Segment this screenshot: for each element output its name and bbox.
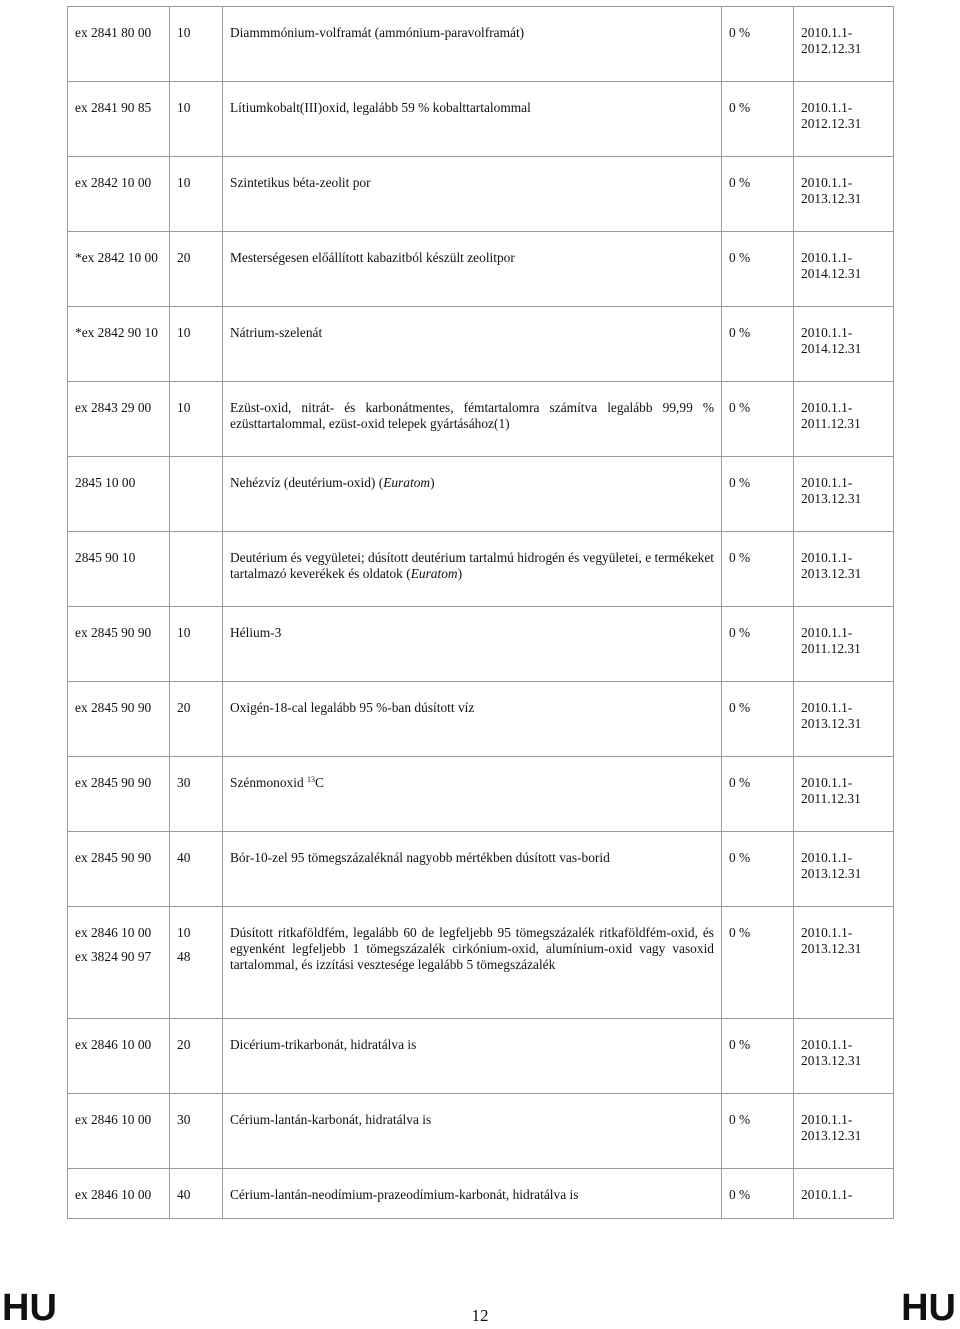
taric-sub: 20 bbox=[170, 682, 223, 757]
taric-sub-primary: 10 bbox=[177, 925, 191, 940]
page-number: 12 bbox=[471, 1306, 489, 1325]
cn-code: ex 2845 90 90 bbox=[68, 757, 170, 832]
description-text: Nehézvíz (deutérium-oxid) ( bbox=[230, 475, 384, 490]
period-start: 2010.1.1- bbox=[801, 1037, 853, 1052]
description: Hélium-3 bbox=[223, 607, 722, 682]
taric-sub-secondary: 48 bbox=[177, 949, 191, 964]
cn-code bbox=[68, 907, 170, 1019]
description: Nátrium-szelenát bbox=[223, 307, 722, 382]
taric-sub: 20 bbox=[170, 1019, 223, 1094]
description bbox=[223, 457, 722, 532]
description: Ezüst-oxid, nitrát- és karbonátmentes, fémtartalomra számítva legalább 99,99 % ezüsttartalommal, ezüst-oxid telepek gyártásához(1) bbox=[223, 382, 722, 457]
period-end: 2011.12.31 bbox=[801, 641, 861, 656]
description-text: Deutérium és vegyületei; dúsított deutérium tartalmú hidrogén és vegyületei, e termékeket tartalmazó keverékek és oldatok ( bbox=[230, 550, 714, 581]
table-row bbox=[68, 1019, 894, 1094]
duty-rate: 0 % bbox=[722, 232, 794, 307]
period-end: 2013.12.31 bbox=[801, 1053, 862, 1068]
cn-code: *ex 2842 90 10 bbox=[68, 307, 170, 382]
taric-sub: 10 bbox=[170, 157, 223, 232]
duty-rate: 0 % bbox=[722, 1019, 794, 1094]
table-row bbox=[68, 757, 894, 832]
period-start: 2010.1.1- bbox=[801, 400, 853, 415]
validity-period bbox=[794, 457, 894, 532]
period-start: 2010.1.1- bbox=[801, 100, 853, 115]
cn-code: ex 2845 90 90 bbox=[68, 832, 170, 907]
period-start: 2010.1.1- bbox=[801, 250, 853, 265]
duty-rate: 0 % bbox=[722, 1169, 794, 1219]
validity-period bbox=[794, 1094, 894, 1169]
cn-code: ex 2846 10 00 bbox=[68, 1019, 170, 1094]
validity-period bbox=[794, 1169, 894, 1219]
validity-period bbox=[794, 682, 894, 757]
validity-period bbox=[794, 307, 894, 382]
period-start: 2010.1.1- bbox=[801, 925, 853, 940]
period-start: 2010.1.1- bbox=[801, 475, 853, 490]
table-row bbox=[68, 157, 894, 232]
period-start: 2010.1.1- bbox=[801, 850, 853, 865]
table-row bbox=[68, 307, 894, 382]
table-row bbox=[68, 607, 894, 682]
duty-rate: 0 % bbox=[722, 382, 794, 457]
period-end: 2011.12.31 bbox=[801, 791, 861, 806]
validity-period bbox=[794, 907, 894, 1019]
description-end: ) bbox=[457, 566, 463, 581]
table-row bbox=[68, 232, 894, 307]
table-row bbox=[68, 7, 894, 82]
cn-code-primary: ex 2846 10 00 bbox=[75, 925, 152, 940]
table-row bbox=[68, 907, 894, 1019]
period-end: 2013.12.31 bbox=[801, 491, 862, 506]
duty-rate: 0 % bbox=[722, 682, 794, 757]
validity-period bbox=[794, 382, 894, 457]
duty-rate: 0 % bbox=[722, 832, 794, 907]
cn-code-secondary: ex 3824 90 97 bbox=[75, 949, 152, 964]
duty-rate: 0 % bbox=[722, 7, 794, 82]
description: Oxigén-18-cal legalább 95 %-ban dúsított víz bbox=[223, 682, 722, 757]
validity-period bbox=[794, 832, 894, 907]
description: Bór-10-zel 95 tömegszázaléknál nagyobb mértékben dúsított vas-borid bbox=[223, 832, 722, 907]
validity-period bbox=[794, 757, 894, 832]
cn-code: 2845 90 10 bbox=[68, 532, 170, 607]
description-end: ) bbox=[430, 475, 435, 490]
table-row bbox=[68, 532, 894, 607]
taric-sub: 30 bbox=[170, 1094, 223, 1169]
description: Mesterségesen előállított kabazitból készült zeolitpor bbox=[223, 232, 722, 307]
table-row bbox=[68, 382, 894, 457]
table-row bbox=[68, 1094, 894, 1169]
period-start: 2010.1.1- bbox=[801, 1112, 853, 1127]
cn-code: ex 2841 90 85 bbox=[68, 82, 170, 157]
cn-code: ex 2841 80 00 bbox=[68, 7, 170, 82]
table-row bbox=[68, 832, 894, 907]
period-end: 2012.12.31 bbox=[801, 116, 862, 131]
euratom-label: Euratom bbox=[410, 566, 458, 581]
table-row bbox=[68, 82, 894, 157]
duty-rate: 0 % bbox=[722, 1094, 794, 1169]
description-end: C bbox=[315, 775, 324, 790]
period-start: 2010.1.1- bbox=[801, 550, 853, 565]
taric-sub: 10 bbox=[170, 607, 223, 682]
euratom-label: Euratom bbox=[383, 475, 431, 490]
duty-rate: 0 % bbox=[722, 607, 794, 682]
tariff-table bbox=[67, 6, 894, 1219]
taric-sub: 40 bbox=[170, 1169, 223, 1219]
validity-period bbox=[794, 82, 894, 157]
taric-sub: 40 bbox=[170, 832, 223, 907]
period-start: 2010.1.1- bbox=[801, 325, 853, 340]
period-end: 2013.12.31 bbox=[801, 1128, 862, 1143]
table-row bbox=[68, 682, 894, 757]
period-end: 2014.12.31 bbox=[801, 266, 862, 281]
isotope-superscript: 13 bbox=[307, 775, 315, 784]
taric-sub bbox=[170, 907, 223, 1019]
period-start: 2010.1.1- bbox=[801, 775, 853, 790]
cn-code: ex 2842 10 00 bbox=[68, 157, 170, 232]
footer-language-left: HU bbox=[2, 1287, 57, 1329]
duty-rate: 0 % bbox=[722, 307, 794, 382]
period-end: 2011.12.31 bbox=[801, 416, 861, 431]
taric-sub: 10 bbox=[170, 307, 223, 382]
validity-period bbox=[794, 7, 894, 82]
table-row bbox=[68, 1169, 894, 1219]
cn-code: ex 2843 29 00 bbox=[68, 382, 170, 457]
period-end: 2013.12.31 bbox=[801, 191, 862, 206]
taric-sub: 10 bbox=[170, 82, 223, 157]
duty-rate: 0 % bbox=[722, 457, 794, 532]
taric-sub bbox=[170, 532, 223, 607]
duty-rate: 0 % bbox=[722, 907, 794, 1019]
description: Dicérium-trikarbonát, hidratálva is bbox=[223, 1019, 722, 1094]
period-start: 2010.1.1- bbox=[801, 1187, 853, 1202]
description-text: Szénmonoxid bbox=[230, 775, 307, 790]
period-end: 2012.12.31 bbox=[801, 41, 862, 56]
period-end: 2013.12.31 bbox=[801, 716, 862, 731]
taric-sub: 20 bbox=[170, 232, 223, 307]
description: Cérium-lantán-neodímium-prazeodímium-karbonát, hidratálva is bbox=[223, 1169, 722, 1219]
description bbox=[223, 757, 722, 832]
duty-rate: 0 % bbox=[722, 157, 794, 232]
validity-period bbox=[794, 532, 894, 607]
period-end: 2013.12.31 bbox=[801, 866, 862, 881]
taric-sub: 10 bbox=[170, 7, 223, 82]
validity-period bbox=[794, 232, 894, 307]
period-end: 2013.12.31 bbox=[801, 941, 862, 956]
period-start: 2010.1.1- bbox=[801, 25, 853, 40]
period-start: 2010.1.1- bbox=[801, 625, 853, 640]
validity-period bbox=[794, 1019, 894, 1094]
description: Lítiumkobalt(III)oxid, legalább 59 % kobalttartalommal bbox=[223, 82, 722, 157]
description: Diammmónium-volframát (ammónium-paravolframát) bbox=[223, 7, 722, 82]
cn-code: ex 2845 90 90 bbox=[68, 682, 170, 757]
cn-code: 2845 10 00 bbox=[68, 457, 170, 532]
period-start: 2010.1.1- bbox=[801, 175, 853, 190]
description: Cérium-lantán-karbonát, hidratálva is bbox=[223, 1094, 722, 1169]
validity-period bbox=[794, 607, 894, 682]
table-row bbox=[68, 457, 894, 532]
taric-sub: 30 bbox=[170, 757, 223, 832]
description: Dúsított ritkaföldfém, legalább 60 de legfeljebb 95 tömegszázalék ritkaföldfém-oxid, és egyenként legfeljebb 1 tömegszázalék cirkónium-oxid, alumínium-oxid vagy vasoxid tartalommal, és izzítási vesztesége legalább 5 tömegszázalék bbox=[223, 907, 722, 1019]
duty-rate: 0 % bbox=[722, 82, 794, 157]
validity-period bbox=[794, 157, 894, 232]
description bbox=[223, 532, 722, 607]
description: Szintetikus béta-zeolit por bbox=[223, 157, 722, 232]
taric-sub: 10 bbox=[170, 382, 223, 457]
footer-language-right: HU bbox=[901, 1287, 956, 1329]
period-end: 2014.12.31 bbox=[801, 341, 862, 356]
cn-code: ex 2845 90 90 bbox=[68, 607, 170, 682]
cn-code: ex 2846 10 00 bbox=[68, 1094, 170, 1169]
cn-code: *ex 2842 10 00 bbox=[68, 232, 170, 307]
duty-rate: 0 % bbox=[722, 532, 794, 607]
period-start: 2010.1.1- bbox=[801, 700, 853, 715]
cn-code: ex 2846 10 00 bbox=[68, 1169, 170, 1219]
duty-rate: 0 % bbox=[722, 757, 794, 832]
taric-sub bbox=[170, 457, 223, 532]
period-end: 2013.12.31 bbox=[801, 566, 862, 581]
